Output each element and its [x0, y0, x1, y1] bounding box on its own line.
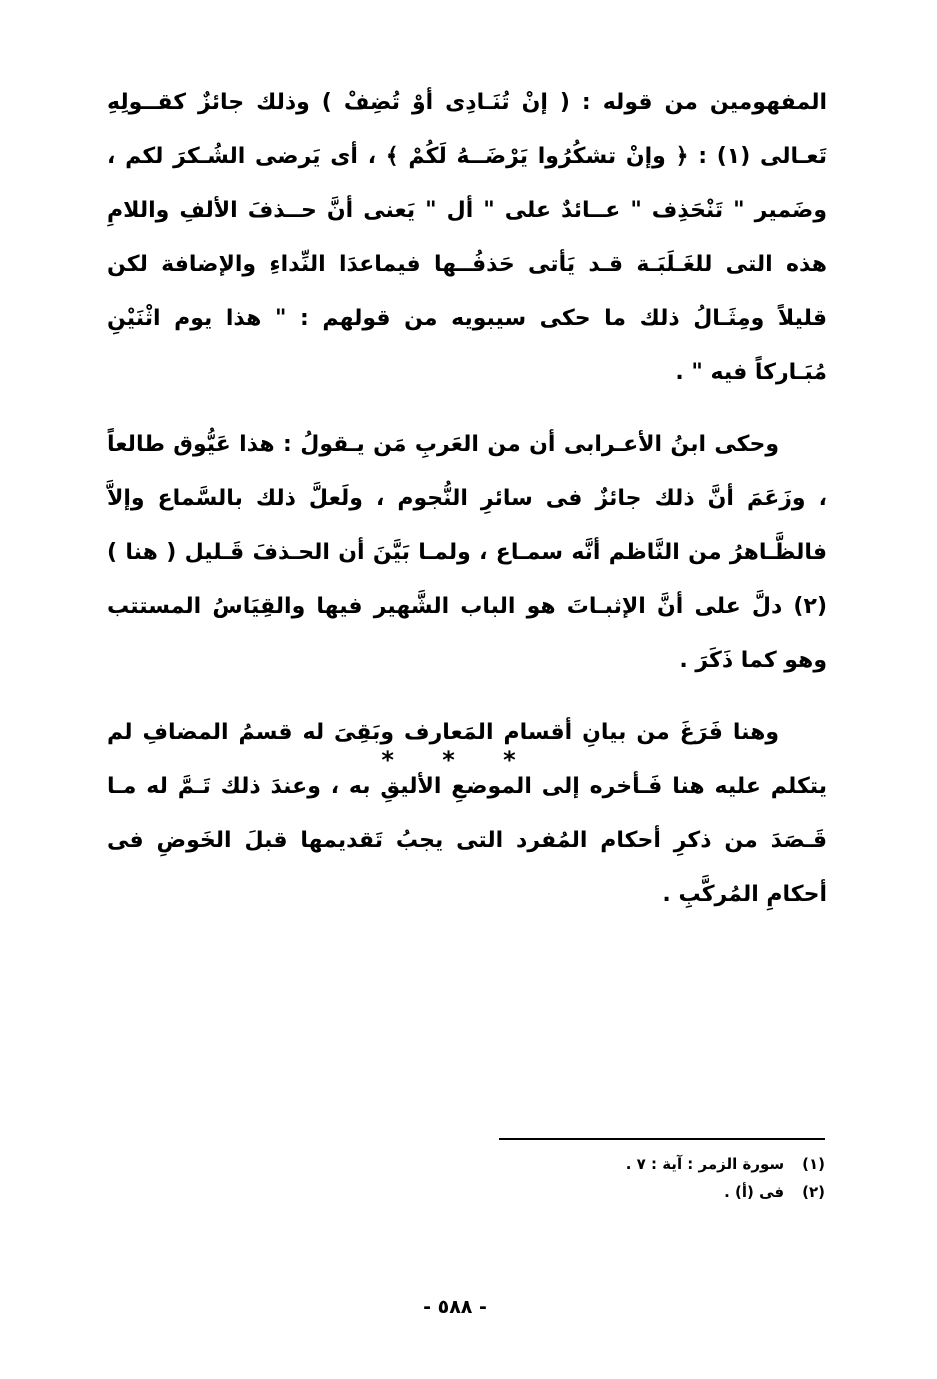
paragraph-1: المفهومين من قوله : ( إنْ تُنَـادِى أوْ تُضِفْ ) وذلك جائزٌ كقــولِهِ تَعـالى (١) : ﴿ وإنْ تشكُرُوا يَرْضَــهُ لَكُمْ ﴾ ، أى يَرضى الشُـكرَ لكم ، وضَمير " تَنْحَذِف " عــائدٌ على " أل " يَعنى أنَّ حــذفَ الألفِ واللامِ هذه التى للغَـلَبَـة قـد يَأتى حَذفُــها فيماعدَا النِّداءِ والإضافة لكن قليلاً ومِثَـالُ ذلك ما حكى سيبويه من قولهم : " هذا يوم اثْنَيْنِ مُبَـاركاً فيه " .	[107, 90, 827, 385]
paragraph-3: وهنا فَرَغَ من بيانِ أقسام المَعارف وبَقِىَ له قسمُ المضافِ لم يتكلم عليه هنا فَـأخره إلى الموضعِ الأليقِ به ، وعندَ ذلك تَـمَّ له مـا قَـصَدَ من ذكرِ أحكام المُفرد التى يجبُ تَقديمها قبلَ الخَوضِ فى أحكامِ المُركَّبِ .	[107, 720, 827, 907]
footnote-2	[425, 1178, 825, 1206]
main-text	[107, 76, 827, 940]
footnote-text: فى (أ) .	[724, 1183, 785, 1201]
footnote-text: سورة الزمر : آية : ٧ .	[625, 1155, 785, 1173]
footnote-number: (١)	[802, 1155, 825, 1173]
footnote-divider	[499, 1138, 825, 1140]
footnote-1	[425, 1150, 825, 1178]
footnote-number: (٢)	[802, 1183, 825, 1201]
footnotes	[425, 1150, 825, 1206]
page-number: - ٥٨٨ -	[423, 1296, 487, 1318]
paragraph-2: وحكى ابنُ الأعـرابى أن من العَربِ مَن يـقولُ : هذا عَيُّوق طالعاً ، وزَعَمَ أنَّ ذلك جائزٌ فى سائرِ النُّجوم ، ولَعلَّ ذلك بالسَّماع وإلاَّ فالظَّـاهرُ من النَّاظم أنَّه سمـاع ، ولمـا بَيَّنَ أن الحـذفَ قَـليل ( هنا ) (٢) دلَّ على أنَّ الإثبـاتَ هو الباب الشَّهير فيها والقِيَاسُ المستتب وهو كما ذَكَرَ .	[107, 432, 827, 673]
section-separator: * * *	[381, 746, 536, 774]
